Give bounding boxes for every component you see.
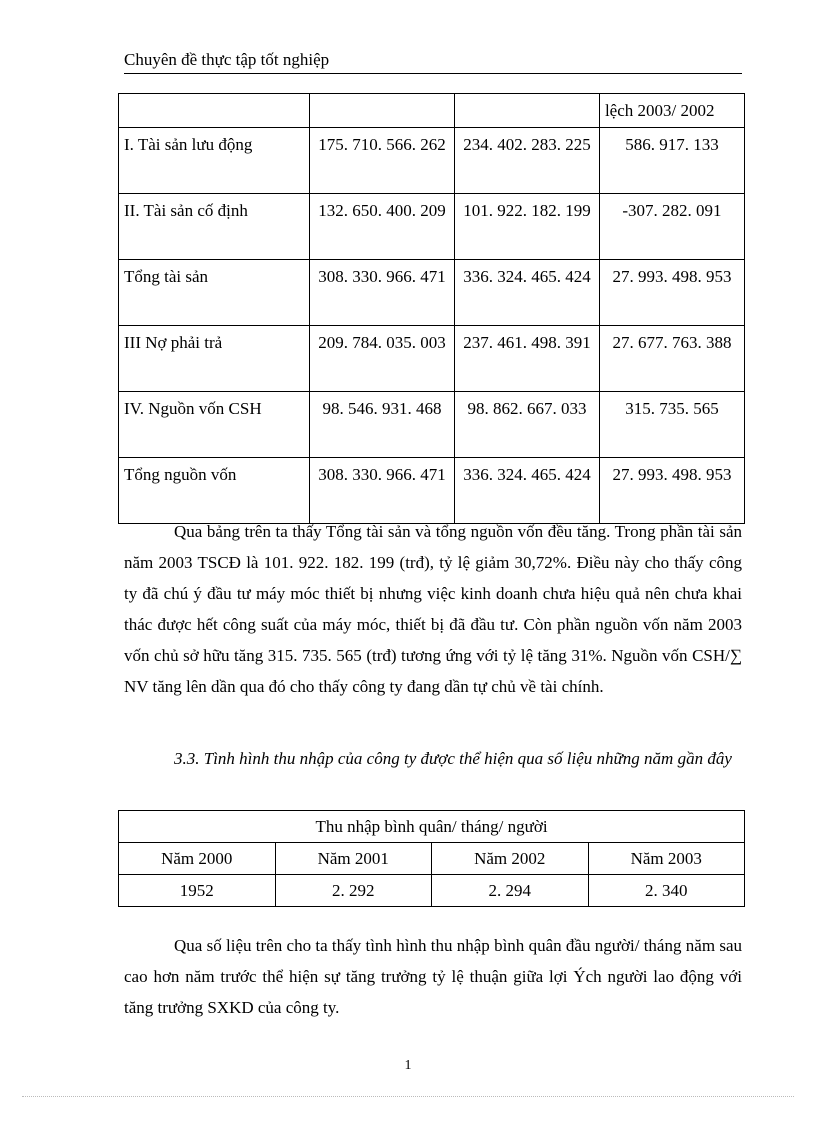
- year-header: Năm 2003: [588, 843, 745, 875]
- page-number: 1: [404, 1058, 412, 1073]
- table-row: [119, 458, 745, 524]
- table-row: [119, 811, 745, 843]
- income-value: 1952: [119, 875, 276, 907]
- value-2002: 98. 546. 931. 468: [309, 392, 454, 458]
- value-2002: 308. 330. 966. 471: [309, 260, 454, 326]
- row-label: II. Tài sản cố định: [119, 194, 310, 260]
- value-2002: 175. 710. 566. 262: [309, 128, 454, 194]
- table-row: [119, 128, 745, 194]
- section-heading: 3.3. Tình hình thu nhập của công ty được thể hiện qua số liệu những năm gần đây: [174, 749, 732, 768]
- value-2003: 336. 324. 465. 424: [454, 260, 599, 326]
- table-row: [119, 94, 745, 128]
- table-row: [119, 392, 745, 458]
- table-row: [119, 194, 745, 260]
- income-table-title: Thu nhập bình quân/ tháng/ người: [119, 811, 745, 843]
- row-label: III Nợ phải trả: [119, 326, 310, 392]
- table-row: [119, 260, 745, 326]
- table-header-diff: lệch 2003/ 2002: [599, 94, 744, 128]
- value-diff: 27. 993. 498. 953: [599, 458, 744, 524]
- table-cell: [119, 94, 310, 128]
- value-2003: 101. 922. 182. 199: [454, 194, 599, 260]
- value-2002: 209. 784. 035. 003: [309, 326, 454, 392]
- conclusion-paragraph: Qua số liệu trên cho ta thấy tình hình thu nhập bình quân đầu người/ tháng năm sau cao hơn năm trước thể hiện sự tăng trưởng tỷ lệ thuận giữa lợi Ých người lao động với tăng trưởng SXKD của công ty.: [124, 936, 742, 1017]
- value-diff: 27. 677. 763. 388: [599, 326, 744, 392]
- table-cell: [454, 94, 599, 128]
- income-value: 2. 340: [588, 875, 745, 907]
- table-row: [119, 875, 745, 907]
- value-2002: 132. 650. 400. 209: [309, 194, 454, 260]
- page-header: Chuyên đề thực tập tốt nghiệp: [124, 49, 742, 74]
- year-header: Năm 2002: [432, 843, 589, 875]
- balance-table: [118, 93, 745, 524]
- row-label: Tổng tài sản: [119, 260, 310, 326]
- value-diff: 27. 993. 498. 953: [599, 260, 744, 326]
- value-2003: 98. 862. 667. 033: [454, 392, 599, 458]
- table-row: [119, 326, 745, 392]
- row-label: Tổng nguồn vốn: [119, 458, 310, 524]
- row-label: I. Tài sản lưu động: [119, 128, 310, 194]
- income-value: 2. 292: [275, 875, 432, 907]
- year-header: Năm 2000: [119, 843, 276, 875]
- value-diff: -307. 282. 091: [599, 194, 744, 260]
- table-cell: [309, 94, 454, 128]
- row-label: IV. Nguồn vốn CSH: [119, 392, 310, 458]
- value-2002: 308. 330. 966. 471: [309, 458, 454, 524]
- page-bottom-divider: [22, 1096, 794, 1097]
- value-2003: 234. 402. 283. 225: [454, 128, 599, 194]
- year-header: Năm 2001: [275, 843, 432, 875]
- income-table: [118, 810, 745, 907]
- table-row: [119, 843, 745, 875]
- income-value: 2. 294: [432, 875, 589, 907]
- analysis-paragraph: Qua bảng trên ta thấy Tổng tài sản và tổng nguồn vốn đều tăng. Trong phần tài sản năm 2003 TSCĐ là 101. 922. 182. 199 (trđ), tỷ lệ giảm 30,72%. Điều này cho thấy công ty đã chú ý đầu tư máy móc thiết bị nhưng việc kinh doanh chưa hiệu quả nên chưa khai thác được hết công suất của máy móc, thiết bị đã đầu tư. Còn phần nguồn vốn năm 2003 vốn chủ sở hữu tăng 315. 735. 565 (trđ) tương ứng với tỷ lệ tăng 31%. Nguồn vốn CSH/∑ NV tăng lên dần qua đó cho thấy công ty đang dần tự chủ về tài chính.: [124, 522, 742, 696]
- value-2003: 336. 324. 465. 424: [454, 458, 599, 524]
- value-diff: 586. 917. 133: [599, 128, 744, 194]
- value-diff: 315. 735. 565: [599, 392, 744, 458]
- value-2003: 237. 461. 498. 391: [454, 326, 599, 392]
